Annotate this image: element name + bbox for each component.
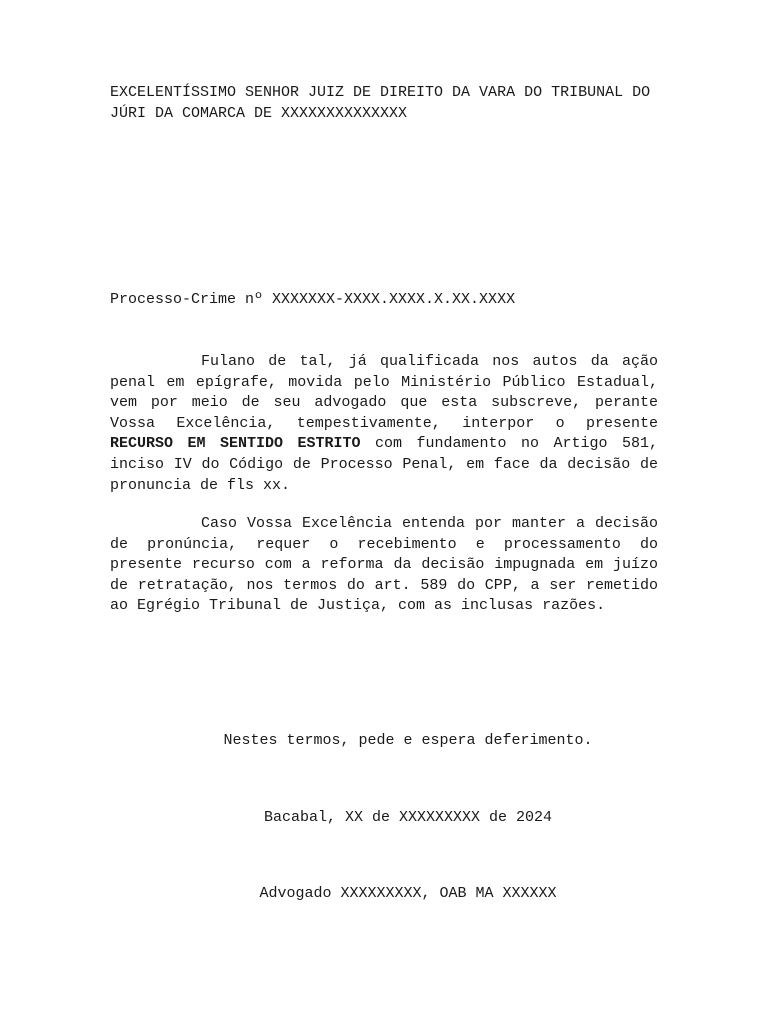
case-number: Processo-Crime nº XXXXXXX-XXXX.XXXX.X.XX.XXXX <box>110 291 516 308</box>
place-and-date: Bacabal, XX de XXXXXXXXX de 2024 <box>263 809 553 826</box>
closing-formula: Nestes termos, pede e espera deferimento. <box>223 732 593 749</box>
petition-paragraph-2 <box>110 514 658 617</box>
petition-paragraph-1 <box>110 352 658 496</box>
paragraph1-text-before: Fulano de tal, já qualificada nos autos da ação penal em epígrafe, movida pelo Ministério Público Estadual, vem por meio de seu advogado que esta subscreve, perante Vossa Excelência, tempestivamente, interpor o presente <box>110 353 658 432</box>
addressee-heading: EXCELENTÍSSIMO SENHOR JUIZ DE DIREITO DA VARA DO TRIBUNAL DO JÚRI DA COMARCA DE XXXXXXXXXXXXXX <box>110 84 651 122</box>
appeal-type: RECURSO EM SENTIDO ESTRITO <box>110 435 361 453</box>
paragraph2-text: Caso Vossa Excelência entenda por manter a decisão de pronúncia, requer o recebimento e processamento do presente recurso com a reforma da decisão impugnada em juízo de retratação, nos termos do art. 589 do CPP, a ser remetido ao Egrégio Tribunal de Justiça, com as inclusas razões. <box>110 515 658 615</box>
lawyer-signature: Advogado XXXXXXXXX, OAB MA XXXXXX <box>259 885 557 902</box>
paragraph1-text-after: com fundamento no Artigo 581, inciso IV do Código de Processo Penal, em face da decisão de pronuncia de fls xx. <box>110 435 658 494</box>
